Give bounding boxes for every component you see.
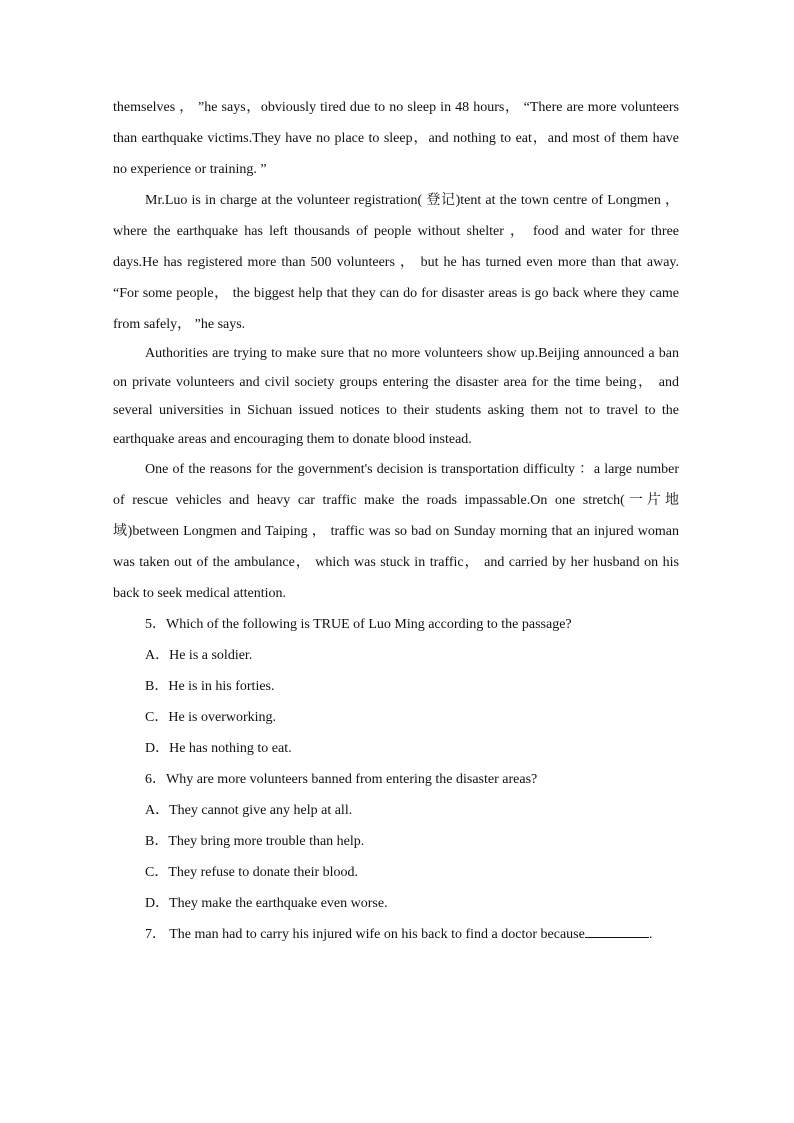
passage-text: Mr.Luo is in charge at the volunteer registration( — [145, 193, 427, 208]
passage-paragraph-2 — [113, 185, 679, 340]
question-end: . — [648, 927, 653, 942]
option-a[interactable]: A．They cannot give any help at all. — [145, 803, 353, 818]
gloss-chinese: 登记 — [426, 192, 456, 208]
question-5 — [113, 609, 679, 764]
question-text: 7． The man had to carry his injured wife on his back to find a doctor because — [145, 927, 585, 942]
option-b[interactable]: B．They bring more trouble than help. — [145, 834, 365, 849]
passage-text: )tent at the town centre of Longmen ， where the earthquake has left thousands of people without shelter ， food and water for three days.He has registered more than 500 volunteers ， but he has turned even more than that away. “For some people， the biggest help that they can do for disaster areas is go back where they came from safely， ”he says. — [113, 193, 680, 332]
option-d[interactable]: D．He has nothing to eat. — [145, 741, 292, 756]
gloss-chinese: 一片地域 — [113, 492, 680, 539]
passage-paragraph-3 — [113, 340, 679, 454]
question-stem: 5．Which of the following is TRUE of Luo Ming according to the passage? — [145, 617, 572, 632]
option-b[interactable]: B．He is in his forties. — [145, 679, 275, 694]
question-stem: 6．Why are more volunteers banned from entering the disaster areas? — [145, 772, 538, 787]
passage-text: Authorities are trying to make sure that no more volunteers show up.Beijing announced a ban on private volunteers and civil society groups entering the disaster area for the time being， and several universities in Sichuan issued notices to their students asking them not to travel to the earthquake areas and encouraging them to donate blood instead. — [113, 346, 679, 447]
passage-text: themselves ， ”he says，obviously tired due to no sleep in 48 hours， “There are more volunteers than earthquake victims.They have no place to sleep，and nothing to eat，and most of them have no experience or training. ” — [113, 100, 679, 177]
question-6 — [113, 764, 679, 919]
passage-text: )between Longmen and Taiping ， traffic was so bad on Sunday morning that an injured woman was taken out of the ambulance， which was stuck in traffic， and carried by her husband on his back to seek medical attention. — [113, 524, 679, 601]
question-7 — [113, 919, 679, 950]
question-stem — [113, 919, 679, 950]
option-a[interactable]: A．He is a soldier. — [145, 648, 253, 663]
option-c[interactable]: C．He is overworking. — [145, 710, 277, 725]
document-page — [113, 92, 679, 950]
passage-paragraph-4 — [113, 454, 679, 609]
passage-text: One of the reasons for the government's decision is transportation difficulty ：a large number of rescue vehicles and heavy car traffic make the roads impassable.On one stretch( — [113, 462, 679, 508]
option-c[interactable]: C．They refuse to donate their blood. — [145, 865, 359, 880]
passage-paragraph-1 — [113, 92, 679, 185]
option-d[interactable]: D．They make the earthquake even worse. — [145, 896, 388, 911]
answer-blank[interactable] — [585, 925, 649, 938]
